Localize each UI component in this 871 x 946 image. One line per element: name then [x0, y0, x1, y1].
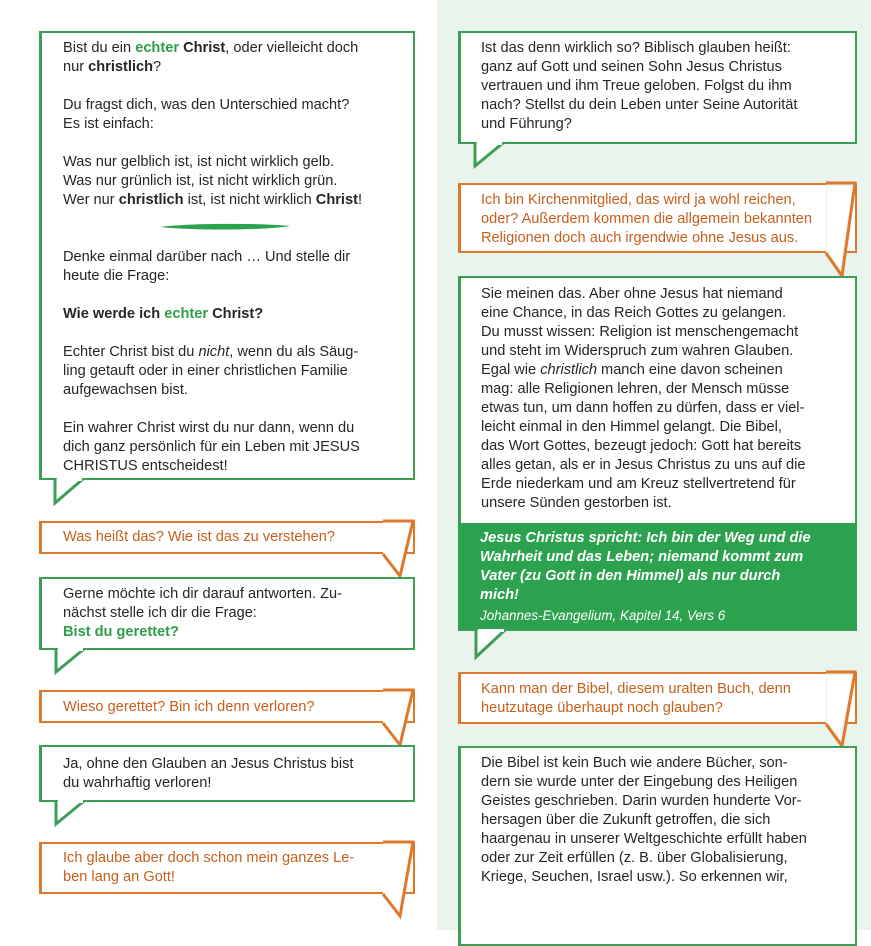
answer-line: und steht im Widerspruch zum wahren Glauben. [481, 343, 794, 359]
quote-line: mich! [480, 587, 519, 603]
answer-line: Erde niederkam und am Kreuz stellvertretend für [481, 476, 796, 492]
intro-p5-line: ling getauft oder in einer christlichen Familie [63, 363, 348, 379]
answer-line: Sie meinen das. Aber ohne Jesus hat niemand [481, 286, 783, 302]
answer-line: etwas tun, um dann hoffen zu dürfen, dass er viel- [481, 400, 805, 416]
text-span: , wenn du als Säug- [229, 344, 359, 360]
answer-line: leicht einmal in den Himmel gelangt. Die Bibel, [481, 419, 782, 435]
text-span: , oder vielleicht doch [225, 40, 359, 56]
answer-line: nach? Stellst du dein Leben unter Seine Autorität [481, 97, 798, 113]
answer-text [481, 754, 853, 887]
quote-line: Jesus Christus spricht: Ich bin der Weg und die [480, 530, 811, 546]
answer-line: hersagen über die Zukunft getroffen, die sich [481, 812, 771, 828]
answer-line: Geistes geschrieben. Darin wurden hunderte Vor- [481, 793, 802, 809]
question-line: oder? Außerdem kommen die allgemein bekannten [481, 211, 812, 227]
answer-line: Du musst wissen: Religion ist menschengemacht [481, 324, 799, 340]
answer-line: das Wort Gottes, bezeugt jedoch: Gott hat bereits [481, 438, 802, 454]
text-span: Wie werde ich [63, 306, 165, 322]
christ-bold: Christ [315, 192, 358, 208]
text-span: Echter Christ bist du [63, 344, 199, 360]
intro-p2-line: Du fragst dich, was den Unterschied macht? [63, 97, 350, 113]
answer-line: Ja, ohne den Glauben an Jesus Christus bist [63, 756, 354, 772]
question-line: Religionen doch auch irgendwie ohne Jesus aus. [481, 230, 799, 246]
answer-line: Gerne möchte ich dir darauf antworten. Zu- [63, 586, 343, 602]
quote-line: Vater (zu Gott in den Himmel) als nur durch [480, 568, 781, 584]
text-span: Bist du ein [63, 40, 136, 56]
answer-line: haargenau in unserer Weltgeschichte erfüllt haben [481, 831, 807, 847]
text-span: Christ? [208, 306, 264, 322]
question-line: Ich bin Kirchenmitglied, das wird ja wohl reichen, [481, 192, 796, 208]
text-span: Egal wie [481, 362, 541, 378]
question-text: Wieso gerettet? Bin ich denn verloren? [63, 699, 315, 715]
answer-line: eine Chance, in das Reich Gottes zu gelangen. [481, 305, 787, 321]
answer-line: mag: alle Religionen lehren, der Mensch müsse [481, 381, 790, 397]
answer-line: ganz auf Gott und seinen Sohn Jesus Christus [481, 59, 782, 75]
text-span: manch eine davon scheinen [596, 362, 783, 378]
intro-p4-line: Denke einmal darüber nach … Und stelle dir [63, 249, 351, 265]
answer-line: nächst stelle ich dir die Frage: [63, 605, 257, 621]
echter-highlight: echter [164, 306, 209, 322]
answer-line: oder zur Zeit erfüllen (z. B. über Globalisierung, [481, 850, 788, 866]
quote-source: Johannes-Evangelium, Kapitel 14, Vers 6 [480, 608, 726, 623]
answer-line: alles getan, als er in Jesus Christus zu uns auf die [481, 457, 806, 473]
answer-line: du wahrhaftig verloren! [63, 775, 212, 791]
answer-line: Ist das denn wirklich so? Biblisch glauben heißt: [481, 40, 791, 56]
intro-p6-line: CHRISTUS entscheidest! [63, 458, 228, 474]
text-span: Wer nur [63, 192, 119, 208]
intro-p6-line: Ein wahrer Christ wirst du nur dann, wenn du [63, 420, 355, 436]
question-text: Was heißt das? Wie ist das zu verstehen? [63, 529, 335, 545]
text-span: ? [153, 59, 162, 75]
christlich-bold: christlich [88, 59, 154, 75]
question-line: ben lang an Gott! [63, 869, 175, 885]
answer-line: Die Bibel ist kein Buch wie andere Bücher, son- [481, 755, 788, 771]
text-span: nur [63, 59, 89, 75]
question-line: Ich glaube aber doch schon mein ganzes Le- [63, 850, 355, 866]
intro-p3-line: Was nur gelblich ist, ist nicht wirklich gelb. [63, 154, 335, 170]
intro-p6-line: dich ganz persönlich für ein Leben mit JESUS [63, 439, 360, 455]
answer-line: vertrauen und ihm Treue geloben. Folgst du ihm [481, 78, 792, 94]
answer-line: Kriege, Seuchen, Israel usw.). So erkennen wir, [481, 869, 788, 885]
intro-p3-line: Was nur grünlich ist, ist nicht wirklich grün. [63, 173, 338, 189]
nicht-italic: nicht [198, 344, 230, 360]
answer-line: unsere Sünden gestorben ist. [481, 495, 672, 511]
christ-bold: Christ [183, 40, 226, 56]
intro-p4-line: heute die Frage: [63, 268, 170, 284]
question-line: heutzutage überhaupt noch glauben? [481, 700, 723, 716]
intro-p5-line: aufgewachsen bist. [63, 382, 188, 398]
answer-line: und Führung? [481, 116, 572, 132]
intro-p2-line: Es ist einfach: [63, 116, 154, 132]
answer-line: dern sie wurde unter der Eingebung des Heiligen [481, 774, 798, 790]
question-line: Kann man der Bibel, diesem uralten Buch, denn [481, 681, 791, 697]
text-span: ! [357, 192, 363, 208]
gerettet-highlight: Bist du gerettet? [63, 624, 179, 640]
echter-highlight: echter [135, 40, 180, 56]
question-text [481, 680, 851, 718]
quote-line: Wahrheit und das Leben; niemand kommt zum [480, 549, 804, 565]
christlich-bold: christlich [118, 192, 184, 208]
text-span: ist, ist nicht wirklich [183, 192, 316, 208]
christlich-italic: christlich [540, 362, 597, 378]
